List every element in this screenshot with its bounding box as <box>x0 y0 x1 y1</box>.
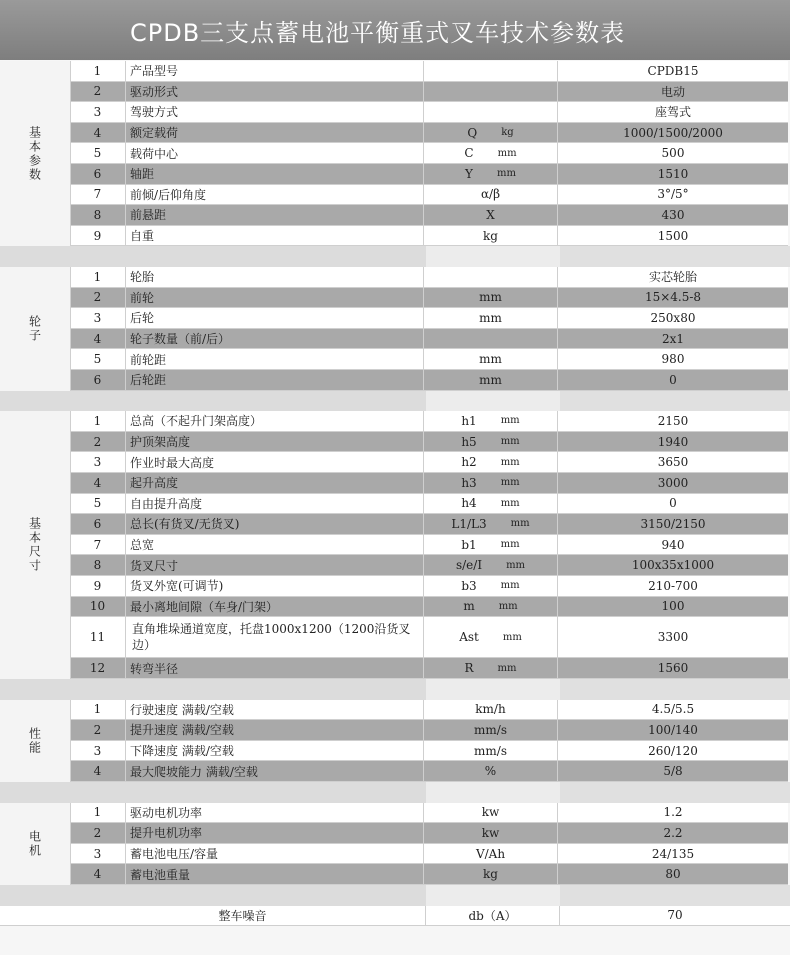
table-row <box>70 143 790 164</box>
param-name: 自由提升高度 <box>126 494 424 515</box>
table-row <box>70 514 790 535</box>
param-symbol <box>424 185 558 206</box>
param-symbol: db（A） <box>426 906 560 927</box>
row-index: 2 <box>70 432 126 453</box>
unit-text: mm <box>500 456 520 468</box>
symbol-text: mm <box>479 310 502 325</box>
param-symbol <box>424 452 558 473</box>
param-symbol <box>424 514 558 535</box>
group-label <box>0 61 71 246</box>
param-name: 总宽 <box>126 535 424 556</box>
param-name: 前轮距 <box>126 349 424 370</box>
param-name: 后轮距 <box>126 370 424 391</box>
unit-text: mm <box>500 436 520 448</box>
symbol-text: mm <box>479 352 502 367</box>
param-name: 整车噪音 <box>0 906 426 927</box>
row-index: 6 <box>70 370 126 391</box>
param-value: 1000/1500/2000 <box>558 123 788 144</box>
section-spacer <box>0 885 790 906</box>
row-index: 9 <box>70 226 126 247</box>
table-row <box>70 267 790 288</box>
unit-text: mm <box>500 415 520 427</box>
table-row <box>70 411 790 432</box>
group-label-text: 轮子 <box>27 314 42 343</box>
unit-text: mm <box>510 518 530 530</box>
param-value: 100x35x1000 <box>558 555 788 576</box>
param-value: 3000 <box>558 473 788 494</box>
spacer-cell <box>560 885 790 906</box>
symbol-text: mm/s <box>474 743 507 758</box>
table-row <box>70 761 790 782</box>
param-value: 1500 <box>558 226 788 247</box>
param-value: 1.2 <box>558 803 788 824</box>
param-value: 座驾式 <box>558 102 788 123</box>
unit-text: mm <box>498 600 518 612</box>
param-symbol <box>424 535 558 556</box>
param-value: 2x1 <box>558 329 788 350</box>
unit-text: mm <box>500 497 520 509</box>
spec-table <box>0 61 790 954</box>
table-row <box>70 370 790 391</box>
param-value: 5/8 <box>558 761 788 782</box>
param-name: 行驶速度 满载/空载 <box>126 700 424 721</box>
param-value: 15×4.5-8 <box>558 288 788 309</box>
param-value: 210-700 <box>558 576 788 597</box>
table-row <box>70 61 790 82</box>
spacer-cell <box>426 885 560 906</box>
group-label <box>0 411 71 679</box>
row-index: 2 <box>70 82 126 103</box>
param-name: 驱动形式 <box>126 82 424 103</box>
table-row <box>70 329 790 350</box>
param-symbol <box>424 226 558 247</box>
group-label-text: 基本参数 <box>27 125 42 182</box>
table-row <box>70 205 790 226</box>
table-row <box>70 473 790 494</box>
param-symbol <box>424 700 558 721</box>
row-index: 5 <box>70 349 126 370</box>
param-value: 70 <box>560 906 790 927</box>
table-row <box>70 185 790 206</box>
param-value: 3°/5° <box>558 185 788 206</box>
symbol-text: mm <box>479 372 502 387</box>
unit-text: mm <box>496 168 516 180</box>
row-index: 3 <box>70 844 126 865</box>
row-index: 3 <box>70 452 126 473</box>
param-name: 前倾/后仰角度 <box>126 185 424 206</box>
row-index: 6 <box>70 164 126 185</box>
table-row <box>70 864 790 885</box>
symbol-text: km/h <box>475 702 506 717</box>
param-symbol <box>424 803 558 824</box>
param-value: 实芯轮胎 <box>558 267 788 288</box>
table-row-noise <box>0 906 790 927</box>
param-value: 80 <box>558 864 788 885</box>
spacer-cell <box>426 782 560 803</box>
row-index: 8 <box>70 555 126 576</box>
row-index: 6 <box>70 514 126 535</box>
symbol-text: kw <box>481 805 500 820</box>
param-symbol <box>424 102 558 123</box>
symbol-text: Q <box>467 125 478 140</box>
row-index: 11 <box>70 617 126 658</box>
row-index: 4 <box>70 761 126 782</box>
param-value: 1560 <box>558 658 788 679</box>
table-row <box>70 494 790 515</box>
param-value: CPDB15 <box>558 61 788 82</box>
section-spacer <box>0 246 790 267</box>
spacer-cell <box>560 782 790 803</box>
param-symbol <box>424 473 558 494</box>
symbol-text: kw <box>481 825 500 840</box>
param-symbol <box>424 617 558 658</box>
row-index: 4 <box>70 123 126 144</box>
row-index: 3 <box>70 102 126 123</box>
unit-text: mm <box>506 559 526 571</box>
row-index: 4 <box>70 864 126 885</box>
symbol-text: kg <box>483 228 498 243</box>
param-value: 100/140 <box>558 720 788 741</box>
row-index: 8 <box>70 205 126 226</box>
section-spacer <box>0 782 790 803</box>
row-index: 1 <box>70 411 126 432</box>
table-row <box>70 658 790 679</box>
param-symbol <box>424 164 558 185</box>
param-value: 250x80 <box>558 308 788 329</box>
table-row <box>70 803 790 824</box>
group-label <box>0 803 71 885</box>
row-index: 7 <box>70 535 126 556</box>
group-label <box>0 700 71 782</box>
param-symbol <box>424 82 558 103</box>
param-symbol <box>424 658 558 679</box>
param-value: 2.2 <box>558 823 788 844</box>
param-name: 蓄电池重量 <box>126 864 424 885</box>
param-symbol <box>424 267 558 288</box>
param-name: 转弯半径 <box>126 658 424 679</box>
table-row <box>70 82 790 103</box>
row-index: 10 <box>70 597 126 618</box>
param-name: 作业时最大高度 <box>126 452 424 473</box>
param-name: 最大爬坡能力 满载/空载 <box>126 761 424 782</box>
param-value: 3150/2150 <box>558 514 788 535</box>
param-value: 260/120 <box>558 741 788 762</box>
param-name: 总高（不起升门架高度） <box>126 411 424 432</box>
unit-text: mm <box>497 147 517 159</box>
symbol-text: mm <box>479 290 502 305</box>
param-value: 3650 <box>558 452 788 473</box>
symbol-text: X <box>486 207 495 222</box>
row-index: 3 <box>70 308 126 329</box>
param-name: 自重 <box>126 226 424 247</box>
param-symbol <box>424 288 558 309</box>
page-title: CPDB三支点蓄电池平衡重式叉车技术参数表 <box>0 0 790 60</box>
spacer-cell <box>560 246 790 267</box>
table-row <box>70 844 790 865</box>
table-row <box>70 226 790 247</box>
spacer-cell <box>0 885 426 906</box>
param-symbol <box>424 329 558 350</box>
spacer-cell <box>560 679 790 700</box>
param-name: 驱动电机功率 <box>126 803 424 824</box>
symbol-text: mm/s <box>474 722 507 737</box>
group-label-text: 性能 <box>27 726 42 755</box>
symbol-text: b3 <box>461 578 477 593</box>
symbol-text: h1 <box>461 413 477 428</box>
param-symbol <box>424 576 558 597</box>
row-index: 12 <box>70 658 126 679</box>
param-symbol <box>424 432 558 453</box>
group-label <box>0 267 71 391</box>
section-spacer <box>0 391 790 412</box>
param-name: 额定载荷 <box>126 123 424 144</box>
section-spacer <box>0 679 790 700</box>
row-index: 9 <box>70 576 126 597</box>
param-name: 蓄电池电压/容量 <box>126 844 424 865</box>
table-row <box>70 123 790 144</box>
row-index: 1 <box>70 61 126 82</box>
param-name: 提升电机功率 <box>126 823 424 844</box>
param-symbol <box>424 205 558 226</box>
param-value: 2150 <box>558 411 788 432</box>
param-symbol <box>424 720 558 741</box>
table-row <box>70 349 790 370</box>
param-value: 0 <box>558 370 788 391</box>
symbol-text: V/Ah <box>475 846 506 861</box>
row-index: 1 <box>70 803 126 824</box>
row-index: 5 <box>70 494 126 515</box>
unit-text: mm <box>500 580 520 592</box>
group-label-text: 电机 <box>27 829 42 858</box>
row-index: 3 <box>70 741 126 762</box>
param-name: 轮子数量（前/后） <box>126 329 424 350</box>
symbol-text: m <box>463 599 475 614</box>
symbol-text: h4 <box>461 496 477 511</box>
table-row <box>70 452 790 473</box>
param-value: 3300 <box>558 617 788 658</box>
param-symbol <box>424 761 558 782</box>
param-name: 直角堆垛通道宽度，托盘1000x1200（1200沿货叉边） <box>126 617 424 658</box>
param-value: 1510 <box>558 164 788 185</box>
row-index: 4 <box>70 329 126 350</box>
table-row <box>70 823 790 844</box>
param-name: 前悬距 <box>126 205 424 226</box>
symbol-text: Y <box>465 166 473 181</box>
spacer-cell <box>0 391 426 412</box>
spacer-cell <box>0 782 426 803</box>
table-row <box>70 720 790 741</box>
table-row <box>70 164 790 185</box>
unit-text: mm <box>502 631 522 643</box>
param-value: 430 <box>558 205 788 226</box>
symbol-text: L1/L3 <box>451 516 487 531</box>
param-symbol <box>424 123 558 144</box>
param-name: 后轮 <box>126 308 424 329</box>
unit-text: mm <box>500 539 520 551</box>
symbol-text: α/β <box>480 187 501 202</box>
table-row <box>70 597 790 618</box>
param-symbol <box>424 864 558 885</box>
param-name: 下降速度 满载/空载 <box>126 741 424 762</box>
spacer-cell <box>560 391 790 412</box>
param-symbol <box>424 349 558 370</box>
param-value: 24/135 <box>558 844 788 865</box>
param-symbol <box>424 597 558 618</box>
row-index: 1 <box>70 700 126 721</box>
param-name: 总长(有货叉/无货叉) <box>126 514 424 535</box>
table-row <box>70 288 790 309</box>
spacer-cell <box>426 391 560 412</box>
spacer-cell <box>426 246 560 267</box>
table-row <box>70 535 790 556</box>
symbol-text: Ast <box>459 630 479 645</box>
param-name: 前轮 <box>126 288 424 309</box>
param-name: 轮胎 <box>126 267 424 288</box>
param-value: 980 <box>558 349 788 370</box>
symbol-text: h3 <box>461 475 477 490</box>
param-name: 产品型号 <box>126 61 424 82</box>
param-symbol <box>424 370 558 391</box>
table-row <box>70 700 790 721</box>
row-index: 4 <box>70 473 126 494</box>
param-name: 护顶架高度 <box>126 432 424 453</box>
table-row <box>70 555 790 576</box>
param-name: 货叉外宽(可调节) <box>126 576 424 597</box>
table-row <box>70 432 790 453</box>
symbol-text: C <box>464 146 474 161</box>
param-value: 100 <box>558 597 788 618</box>
param-name: 货叉尺寸 <box>126 555 424 576</box>
param-name: 驾驶方式 <box>126 102 424 123</box>
param-value: 500 <box>558 143 788 164</box>
table-row <box>70 576 790 597</box>
row-index: 1 <box>70 267 126 288</box>
row-index: 2 <box>70 720 126 741</box>
param-symbol <box>424 494 558 515</box>
spacer-cell <box>426 679 560 700</box>
param-value: 1940 <box>558 432 788 453</box>
spacer-cell <box>0 679 426 700</box>
param-value: 0 <box>558 494 788 515</box>
param-name: 起升高度 <box>126 473 424 494</box>
param-value: 电动 <box>558 82 788 103</box>
row-index: 2 <box>70 288 126 309</box>
symbol-text: b1 <box>461 537 477 552</box>
table-row <box>70 308 790 329</box>
param-value: 4.5/5.5 <box>558 700 788 721</box>
param-symbol <box>424 411 558 432</box>
symbol-text: R <box>464 661 474 676</box>
unit-text: mm <box>497 662 517 674</box>
table-row <box>70 617 790 658</box>
param-symbol <box>424 61 558 82</box>
row-index: 5 <box>70 143 126 164</box>
param-symbol <box>424 741 558 762</box>
symbol-text: kg <box>483 867 498 882</box>
param-symbol <box>424 143 558 164</box>
param-symbol <box>424 555 558 576</box>
param-symbol <box>424 823 558 844</box>
unit-text: mm <box>500 477 520 489</box>
symbol-text: h2 <box>461 455 477 470</box>
unit-text: kg <box>501 127 514 139</box>
spacer-cell <box>0 246 426 267</box>
param-symbol <box>424 308 558 329</box>
row-index: 7 <box>70 185 126 206</box>
symbol-text: % <box>484 764 497 779</box>
param-symbol <box>424 844 558 865</box>
symbol-text: s/e/I <box>455 558 483 573</box>
row-index: 2 <box>70 823 126 844</box>
param-name: 提升速度 满载/空载 <box>126 720 424 741</box>
group-label-text: 基本尺寸 <box>27 517 42 574</box>
symbol-text: h5 <box>461 434 477 449</box>
table-row <box>70 741 790 762</box>
param-name: 载荷中心 <box>126 143 424 164</box>
table-row <box>70 102 790 123</box>
param-name: 轴距 <box>126 164 424 185</box>
param-value: 940 <box>558 535 788 556</box>
param-name: 最小离地间隙（车身/门架） <box>126 597 424 618</box>
